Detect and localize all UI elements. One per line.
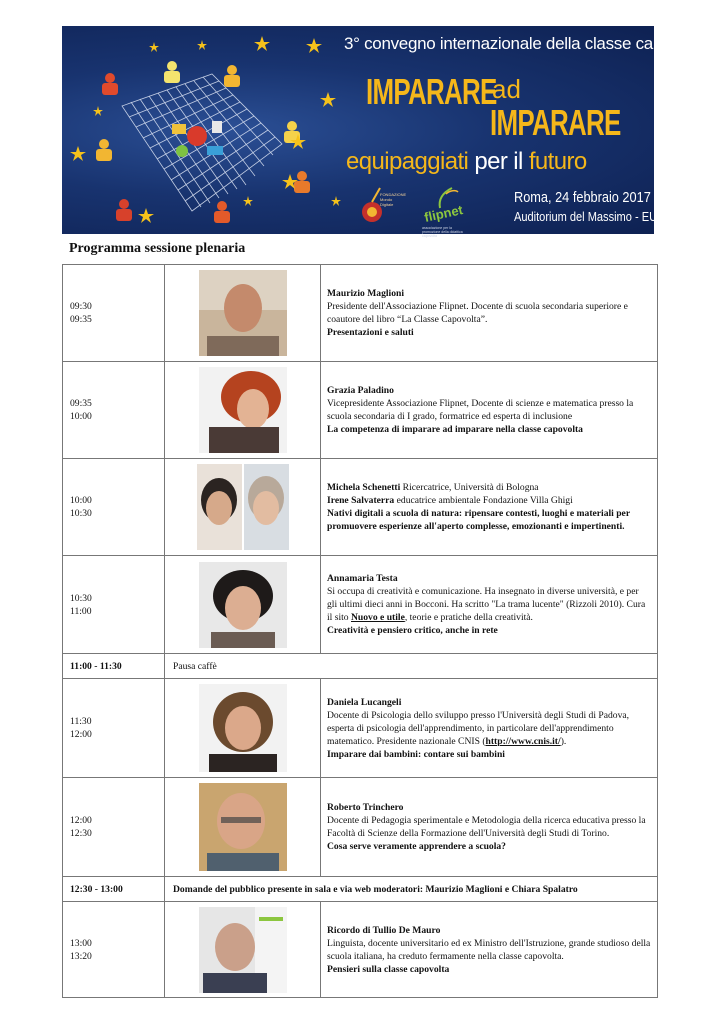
speaker-description-tail: ). [560,735,567,747]
time-end: 13:20 [70,950,92,962]
session-row [63,459,658,556]
time-start: 12:00 [70,815,92,826]
speaker-photo-cell [165,459,321,556]
session-details [321,265,658,362]
speaker-name: Daniela Lucangeli [327,696,402,708]
time-start: 09:30 [70,301,92,312]
talk-title: Cosa serve veramente apprendere a scuola? [327,841,506,852]
talk-title: Presentazioni e saluti [327,327,414,338]
break-time: 11:00 - 11:30 [63,654,165,679]
speaker-description: Presidente dell'Associazione Flipnet. Docente di scuola secondaria superiore e coautore del libro “La Classe Capovolta”. [327,301,628,325]
session-time [63,459,165,556]
speaker-name: Ricordo di Tullio De Mauro [327,924,441,936]
speaker-description [327,709,651,748]
speaker-description: Docente di Pedagogia sperimentale e Metodologia della ricerca educativa presso la Facoltà di Scienze della Formazione dell'Università degli Studi di Torino. [327,815,646,839]
nuovo-e-utile-link[interactable]: Nuovo e utile [351,612,405,623]
break-row [63,654,658,679]
speaker-description-tail: , teorie e pratiche della creatività. [404,612,533,623]
talk-title: Pensieri sulla classe capovolta [327,963,450,975]
session-details [321,679,658,778]
conference-venue: Auditorium del Massimo - EUR [514,209,666,224]
session-details [321,459,658,556]
session-time [63,902,165,998]
banner-title-line2: IMPARARE [490,102,621,143]
speaker-photo [199,907,287,993]
speaker-description-text: Docente di Psicologia dello sviluppo presso l'Università degli Studi di Padova, esperta di psicologia dell'apprendimento, in particolare dell'apprendimento matematico. Presidente nazionale CNIS ( [327,709,630,747]
session-details [321,902,658,998]
break-label: Domande del pubblico presente in sala e via web moderatori: Maurizio Maglioni e Chiara Spalatro [165,877,658,902]
speaker-photo [199,270,287,356]
time-end: 12:30 [70,828,92,839]
speaker-name: Irene Salvaterra [327,495,395,506]
speaker-description: Linguista, docente universitario ed ex Ministro dell'Istruzione, grande studioso della scuola italiana, ha creduto fermamente nella classe capovolta. [327,937,651,962]
speaker-photo-cell [165,265,321,362]
program-table [62,264,658,998]
conference-date: Roma, 24 febbraio 2017 [514,189,651,206]
banner-tagline: equipaggiati per il futuro [346,148,587,175]
speaker-role: educatrice ambientale Fondazione Villa Ghigi [394,495,573,506]
speaker-name: Roberto Trinchero [327,802,404,813]
talk-title: Creatività e pensiero critico, anche in rete [327,625,498,636]
break-row [63,877,658,902]
speaker-photo [197,464,289,550]
session-time [63,778,165,877]
speaker-description-text: Si occupa di creatività e comunicazione. Ha insegnato in diverse università, e per gli ultimi dieci anni in Bocconi. Ha scritto "La trama lucente" (Rizzoli 2010). Cura il sito [327,586,646,623]
cnis-link[interactable]: http://www.cnis.it/ [485,735,561,747]
talk-title: La competenza di imparare ad imparare nella classe capovolta [327,424,583,435]
session-row [63,778,658,877]
time-start: 10:00 [70,495,92,506]
break-label: Pausa caffè [165,654,658,679]
session-row [63,362,658,459]
session-details [321,778,658,877]
time-start: 09:35 [70,398,92,409]
speaker-name: Grazia Paladino [327,385,394,396]
session-row [63,556,658,654]
speaker-name: Maurizio Maglioni [327,288,405,299]
session-row [63,902,658,998]
time-end: 10:30 [70,508,92,519]
time-start: 13:00 [70,937,92,949]
speaker-name: Annamaria Testa [327,573,398,584]
speaker-photo-cell [165,902,321,998]
speaker-photo-cell [165,362,321,459]
session-row [63,265,658,362]
time-end: 10:00 [70,411,92,422]
time-start: 11:30 [70,716,92,727]
talk-title: Imparare dai bambini: contare sui bambini [327,748,505,760]
speaker-description: Vicepresidente Associazione Flipnet, Docente di scienze e matematica presso la scuola secondaria di I grado, formatrice ed esperta di inclusione [327,398,634,422]
time-end: 11:00 [70,605,92,617]
speaker-photo [199,562,287,648]
session-time [63,556,165,654]
time-end: 12:00 [70,729,92,740]
speaker-photo-cell [165,556,321,654]
conference-subtitle: 3° convegno internazionale della classe capovolta [344,34,706,53]
session-details [321,556,658,654]
fondazione-logo-text: FONDAZIONE Mondo Digitale [380,192,407,207]
break-time: 12:30 - 13:00 [63,877,165,902]
talk-title: Nativi digitali a scuola di natura: ripensare contesti, luoghi e materiali per promuovere esperienze all'aperto complesse, emozionanti e impertinenti. [327,508,630,532]
speaker-name: Michela Schenetti [327,482,401,493]
speaker-photo [199,783,287,871]
speaker-photo-cell [165,679,321,778]
session-details [321,362,658,459]
flipnet-logo-text: flipnet [422,202,465,225]
banner-title-line1: IMPARARE [366,71,497,112]
speaker-role: Ricercatrice, Università di Bologna [400,482,539,493]
speaker-photo [199,684,287,772]
time-end: 09:35 [70,314,92,325]
session-time [63,679,165,778]
banner-title-ad: ad [492,74,521,104]
conference-banner [62,26,706,238]
session-row [63,679,658,778]
speaker-photo [199,367,287,453]
speaker-photo-cell [165,778,321,877]
session-time [63,265,165,362]
section-title: Programma sessione plenaria [69,241,246,256]
session-time [63,362,165,459]
time-start: 10:30 [70,592,92,604]
flipnet-logo-sub: associazione per la promozione della didattica capovolta [422,226,463,238]
speaker-description [327,585,651,624]
